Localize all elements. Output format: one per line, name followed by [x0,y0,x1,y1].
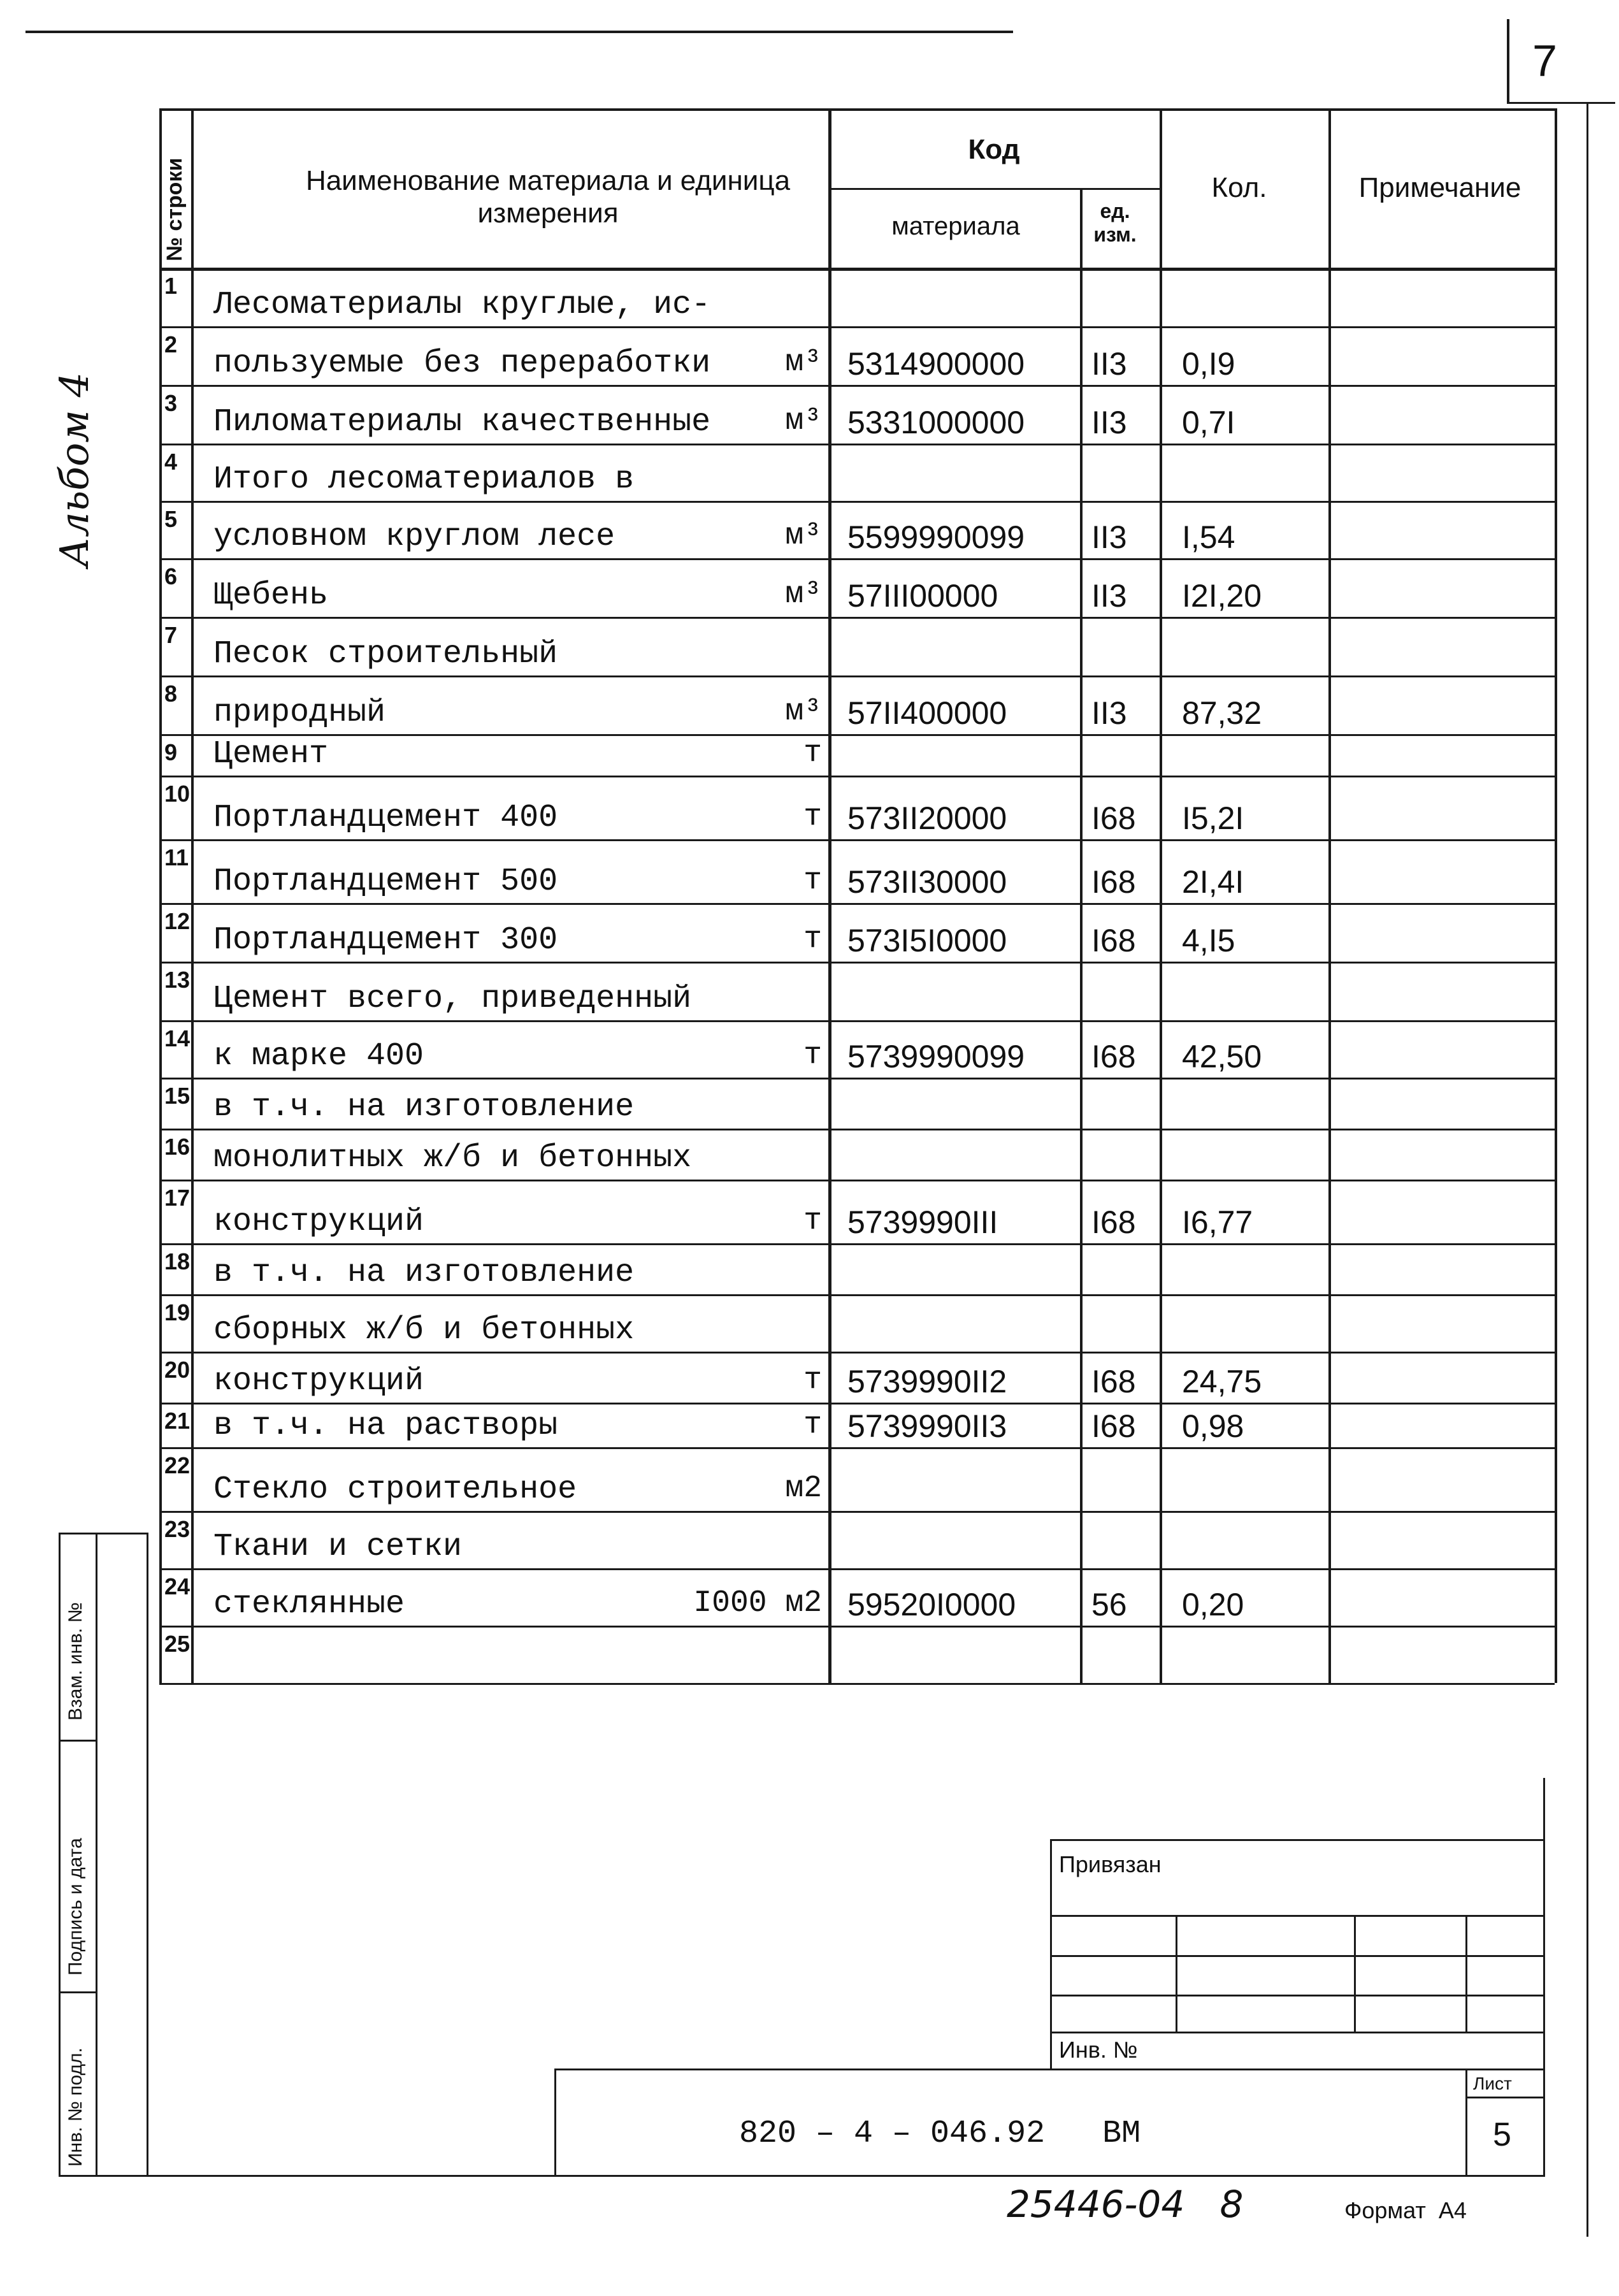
row-number: 18 [164,1248,191,1274]
material-name: Портландцемент 500 [213,863,558,900]
material-name: Щебень [213,577,329,614]
material-code: 57III00000 [847,578,998,614]
side-block-line-inner [96,1533,97,2176]
row-number: 19 [164,1299,191,1325]
row-border [159,1020,1555,1022]
stamp-line-1 [1050,1839,1543,1841]
material-code: 5739990II3 [847,1408,1007,1444]
row-border [159,1180,1555,1181]
side-block-sep-3 [59,1991,97,1993]
header-quantity: Кол. [1211,171,1267,203]
row-border [159,839,1555,841]
row-number: 25 [164,1631,191,1657]
frame-bottom [59,2175,1543,2177]
material-name: Ткани и сетки [213,1529,463,1565]
material-code: 5314900000 [847,346,1025,382]
side-block-sep-1 [59,1533,148,1534]
material-name: в т.ч. на изготовление [213,1255,635,1291]
row-border [159,734,1555,736]
row-border [159,1129,1555,1130]
header-code: Код [968,133,1020,165]
stamp-line-2 [1050,1915,1543,1917]
unit-of-measure: т [803,863,822,898]
row-number: 13 [164,967,191,993]
row-border [159,1294,1555,1296]
stamp-line-4 [1050,1995,1543,1996]
material-name: условном круглом лесе [213,519,615,555]
row-number: 4 [164,449,178,475]
row-border [159,776,1555,777]
material-name: сборных ж/б и бетонных [213,1312,635,1348]
quantity: I2I,20 [1182,578,1262,614]
quantity: 4,I5 [1182,923,1235,958]
title-line [554,2069,1543,2070]
stamp-privyazan: Привязан [1059,1851,1162,1877]
quantity: 24,75 [1182,1364,1262,1399]
row-border [159,962,1555,964]
material-name: Пиломатериалы качественные [213,404,711,440]
row-border [159,675,1555,677]
row-number: 16 [164,1134,191,1160]
quantity: 0,98 [1182,1408,1244,1444]
unit-of-measure: т [803,1363,822,1397]
page-number: 7 [1532,36,1557,85]
material-name: Цемент всего, приведенный [213,981,692,1017]
unit-code: 56 [1091,1587,1127,1622]
material-name: в т.ч. на растворы [213,1408,558,1444]
quantity: 0,7I [1182,405,1235,440]
row-number: 20 [164,1357,191,1383]
material-name: монолитных ж/б и бетонных [213,1140,692,1176]
unit-of-measure: м³ [785,345,822,380]
unit-code: II3 [1091,695,1127,731]
row-border [159,1683,1555,1685]
title-list-sep [1465,2069,1467,2177]
stamp-line-3 [1050,1955,1543,1957]
row-number: 10 [164,781,191,807]
row-number: 9 [164,739,178,765]
row-number: 1 [164,273,178,299]
row-border [159,1403,1555,1404]
stamp-line-5 [1050,2032,1543,2033]
row-border [159,501,1555,503]
quantity: 2I,4I [1182,864,1244,900]
material-name: Цемент [213,736,329,772]
material-code: 5739990III [847,1204,998,1240]
material-code: 57II400000 [847,695,1007,731]
stamp-col-3 [1465,1915,1467,2032]
material-name: Песок строительный [213,636,558,672]
material-name: конструкций [213,1363,424,1399]
header-code-split [828,188,1160,190]
row-border [159,1352,1555,1354]
row-border [159,1511,1555,1513]
unit-of-measure: м2 [785,1471,822,1506]
side-block-line-outer [59,1533,61,2176]
row-number: 8 [164,681,178,707]
stamp-col-2 [1354,1915,1356,2032]
frame-right [1543,1778,1545,2177]
side-block-sep-2 [59,1740,97,1742]
row-number: 14 [164,1025,191,1051]
stamp-inv-no: Инв. № [1059,2037,1138,2063]
row-number: 12 [164,908,191,934]
row-number: 2 [164,331,178,357]
material-code: 573II30000 [847,864,1007,900]
unit-of-measure: м³ [785,577,822,612]
material-code: 573I5I0000 [847,923,1007,958]
quantity: I6,77 [1182,1204,1253,1240]
material-name: пользуемые без переработки [213,345,711,382]
unit-of-measure: т [803,736,822,770]
title-list-line [1465,2097,1543,2098]
row-number: 15 [164,1083,191,1109]
row-number: 6 [164,563,178,589]
row-number: 22 [164,1452,191,1478]
material-code: 59520I0000 [847,1587,1016,1622]
header-material-code: материала [891,212,1020,240]
row-border [159,903,1555,905]
page-number-rule [1507,102,1615,104]
header-row-number: № строки [162,157,187,261]
row-number: 7 [164,622,178,648]
unit-code: I68 [1091,1039,1136,1074]
material-name: Портландцемент 400 [213,800,558,836]
material-code: 5331000000 [847,405,1025,440]
row-number: 11 [164,844,189,870]
quantity: 42,50 [1182,1039,1262,1074]
material-name: стеклянные [213,1586,405,1622]
page-number-divider [1507,19,1509,102]
row-number: 17 [164,1185,191,1211]
unit-of-measure: м³ [785,519,822,553]
material-code: 5599990099 [847,519,1025,555]
col-border-right [1555,108,1557,1683]
unit-code: I68 [1091,1408,1136,1444]
unit-code: I68 [1091,1204,1136,1240]
row-border [159,444,1555,445]
doc-code: 820 – 4 – 046.92 ВМ [739,2116,1141,2152]
row-border [159,385,1555,387]
unit-of-measure: т [803,1408,822,1442]
unit-of-measure: м³ [785,695,822,729]
unit-of-measure: м³ [785,404,822,438]
unit-code: I68 [1091,800,1136,836]
unit-code: II3 [1091,346,1127,382]
header-unit-code: ед. изм. [1093,199,1137,246]
quantity: I5,2I [1182,800,1244,836]
unit-of-measure: т [803,922,822,957]
unit-code: II3 [1091,519,1127,555]
unit-of-measure: т [803,800,822,834]
quantity: 87,32 [1182,695,1262,731]
footer-format: Формат А4 [1344,2197,1467,2223]
side-label-podpis: Подпись и дата [65,1838,86,1975]
material-name: природный [213,695,386,731]
material-name: к марке 400 [213,1038,424,1074]
material-code: 5739990II2 [847,1364,1007,1399]
row-number: 5 [164,506,178,532]
material-name: Итого лесоматериалов в [213,461,635,498]
row-number: 3 [164,390,178,416]
material-name: Портландцемент 300 [213,922,558,958]
row-border [159,617,1555,619]
header-bottom-border [159,268,1555,271]
page-right-edge [1587,102,1588,2237]
stamp-col-1 [1176,1915,1177,2032]
stamp-left [1050,1839,1052,2069]
frame-left [147,1533,148,2176]
material-name: в т.ч. на изготовление [213,1089,635,1125]
material-code: 573II20000 [847,800,1007,836]
row-border [159,326,1555,328]
material-name: Стекло строительное [213,1471,577,1508]
unit-of-measure: т [803,1204,822,1238]
header-note: Примечание [1358,171,1522,203]
unit-code: II3 [1091,578,1127,614]
quantity: 0,20 [1182,1587,1244,1622]
row-border [159,1447,1555,1449]
side-label-inv-podl: Инв. № подл. [65,2047,86,2167]
quantity: 0,I9 [1182,346,1235,382]
footer-handwritten: 25446-04 8 [1007,2183,1244,2226]
row-border [159,1568,1555,1570]
row-border [159,1626,1555,1628]
unit-code: I68 [1091,864,1136,900]
row-border [159,1078,1555,1079]
unit-of-measure: т [803,1038,822,1072]
list-number: 5 [1493,2116,1511,2153]
header-name: Наименование материала и единица измерения [305,165,791,229]
unit-code: I68 [1091,923,1136,958]
row-number: 21 [164,1408,191,1434]
unit-code: II3 [1091,405,1127,440]
material-name: конструкций [213,1204,424,1240]
title-left [554,2069,556,2177]
row-border [159,558,1555,560]
unit-code: I68 [1091,1364,1136,1399]
quantity: I,54 [1182,519,1235,555]
row-border [159,1243,1555,1245]
table-top-border [159,108,1555,111]
album-label: Альбом 4 [51,372,97,567]
list-label: Лист [1473,2074,1512,2093]
top-rule [25,31,1013,33]
unit-of-measure: I000 м2 [693,1586,822,1621]
row-number: 24 [164,1573,191,1599]
side-label-vzam: Взам. инв. № [65,1602,86,1721]
material-code: 5739990099 [847,1039,1025,1074]
col-border-material [1080,188,1083,1683]
material-name: Лесоматериалы круглые, ис- [213,287,711,323]
row-number: 23 [164,1516,191,1542]
